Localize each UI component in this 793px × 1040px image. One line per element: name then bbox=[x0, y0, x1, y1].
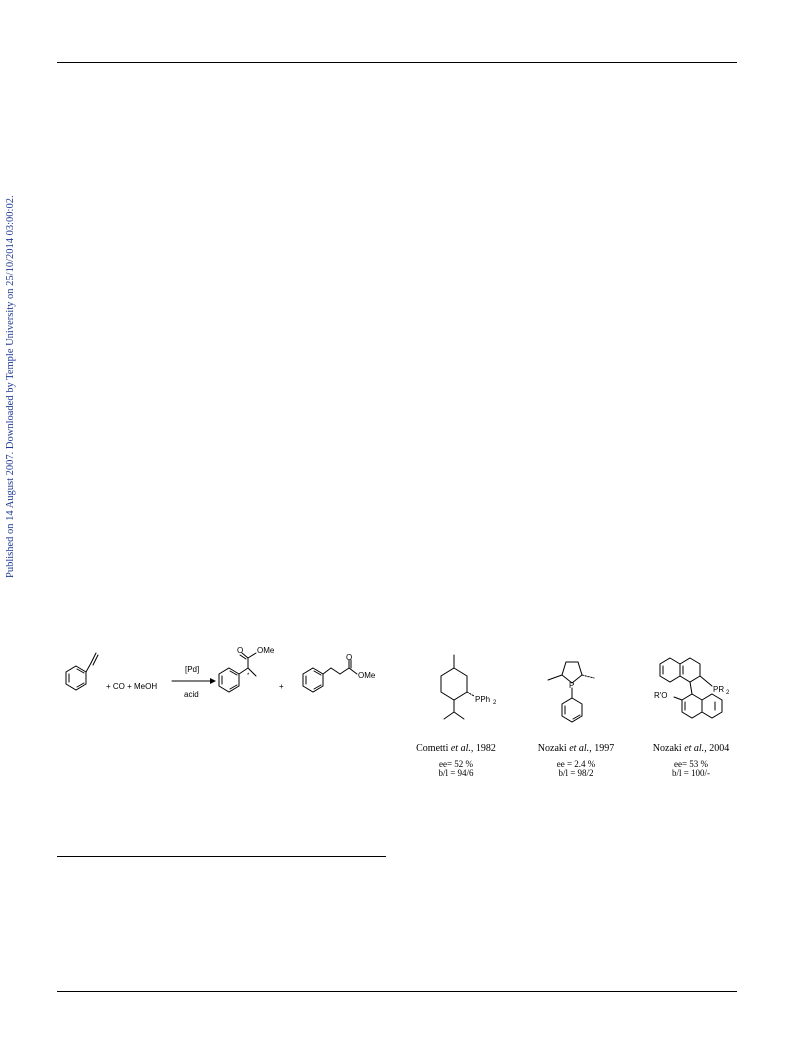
arrow-head bbox=[210, 678, 216, 684]
ligand1-pph2-sub: 2 bbox=[493, 700, 497, 706]
ligand2-caption: Nozaki et al., 1997 ee = 2.4 % b/l = 98/2 bbox=[531, 743, 621, 778]
ligand3-pr2-label: PR bbox=[713, 685, 725, 694]
branched-product-structure bbox=[219, 653, 256, 692]
condition-text: acid bbox=[184, 690, 199, 699]
stereocenter-mark: * bbox=[247, 673, 250, 679]
branched-carbonyl-o: O bbox=[237, 646, 244, 655]
catalyst-text: [Pd] bbox=[185, 665, 200, 674]
styrene-structure bbox=[66, 653, 98, 690]
ligand1-bl: b/l = 94/6 bbox=[438, 768, 474, 778]
ligand3-ee: ee= 53 % bbox=[673, 759, 709, 769]
ligand3-pr2-sub: 2 bbox=[726, 690, 730, 696]
linear-ome-label: OMe bbox=[358, 671, 376, 680]
linear-product-structure bbox=[303, 660, 357, 692]
download-watermark[interactable]: Published on 14 August 2007. Downloaded by Temple University on 25/10/2014 03:00:02. bbox=[5, 195, 16, 578]
ligand2-bl: b/l = 98/2 bbox=[558, 768, 594, 778]
branched-ome-label: OMe bbox=[257, 646, 275, 655]
linear-carbonyl-o: O bbox=[346, 653, 353, 662]
plus-sign: + bbox=[279, 682, 284, 691]
ligand3-caption: Nozaki et al., 2004 ee= 53 % b/l = 100/- bbox=[646, 743, 736, 778]
ligand-menthyl-structure bbox=[441, 655, 474, 719]
ligand2-ee: ee = 2.4 % bbox=[556, 759, 596, 769]
ligand-phospholane-structure bbox=[548, 662, 594, 722]
reagents-text: + CO + MeOH bbox=[106, 682, 158, 691]
ligand2-p-label: P bbox=[569, 681, 575, 690]
ligand1-caption: Cometti et al., 1982 ee= 52 % b/l = 94/6 bbox=[412, 743, 500, 778]
ligand3-bl: b/l = 100/- bbox=[671, 768, 711, 778]
ligand1-pph2-label: PPh bbox=[475, 695, 491, 704]
ligand3-ro-label: R'O bbox=[654, 691, 668, 700]
ligand1-ee: ee= 52 % bbox=[438, 759, 474, 769]
